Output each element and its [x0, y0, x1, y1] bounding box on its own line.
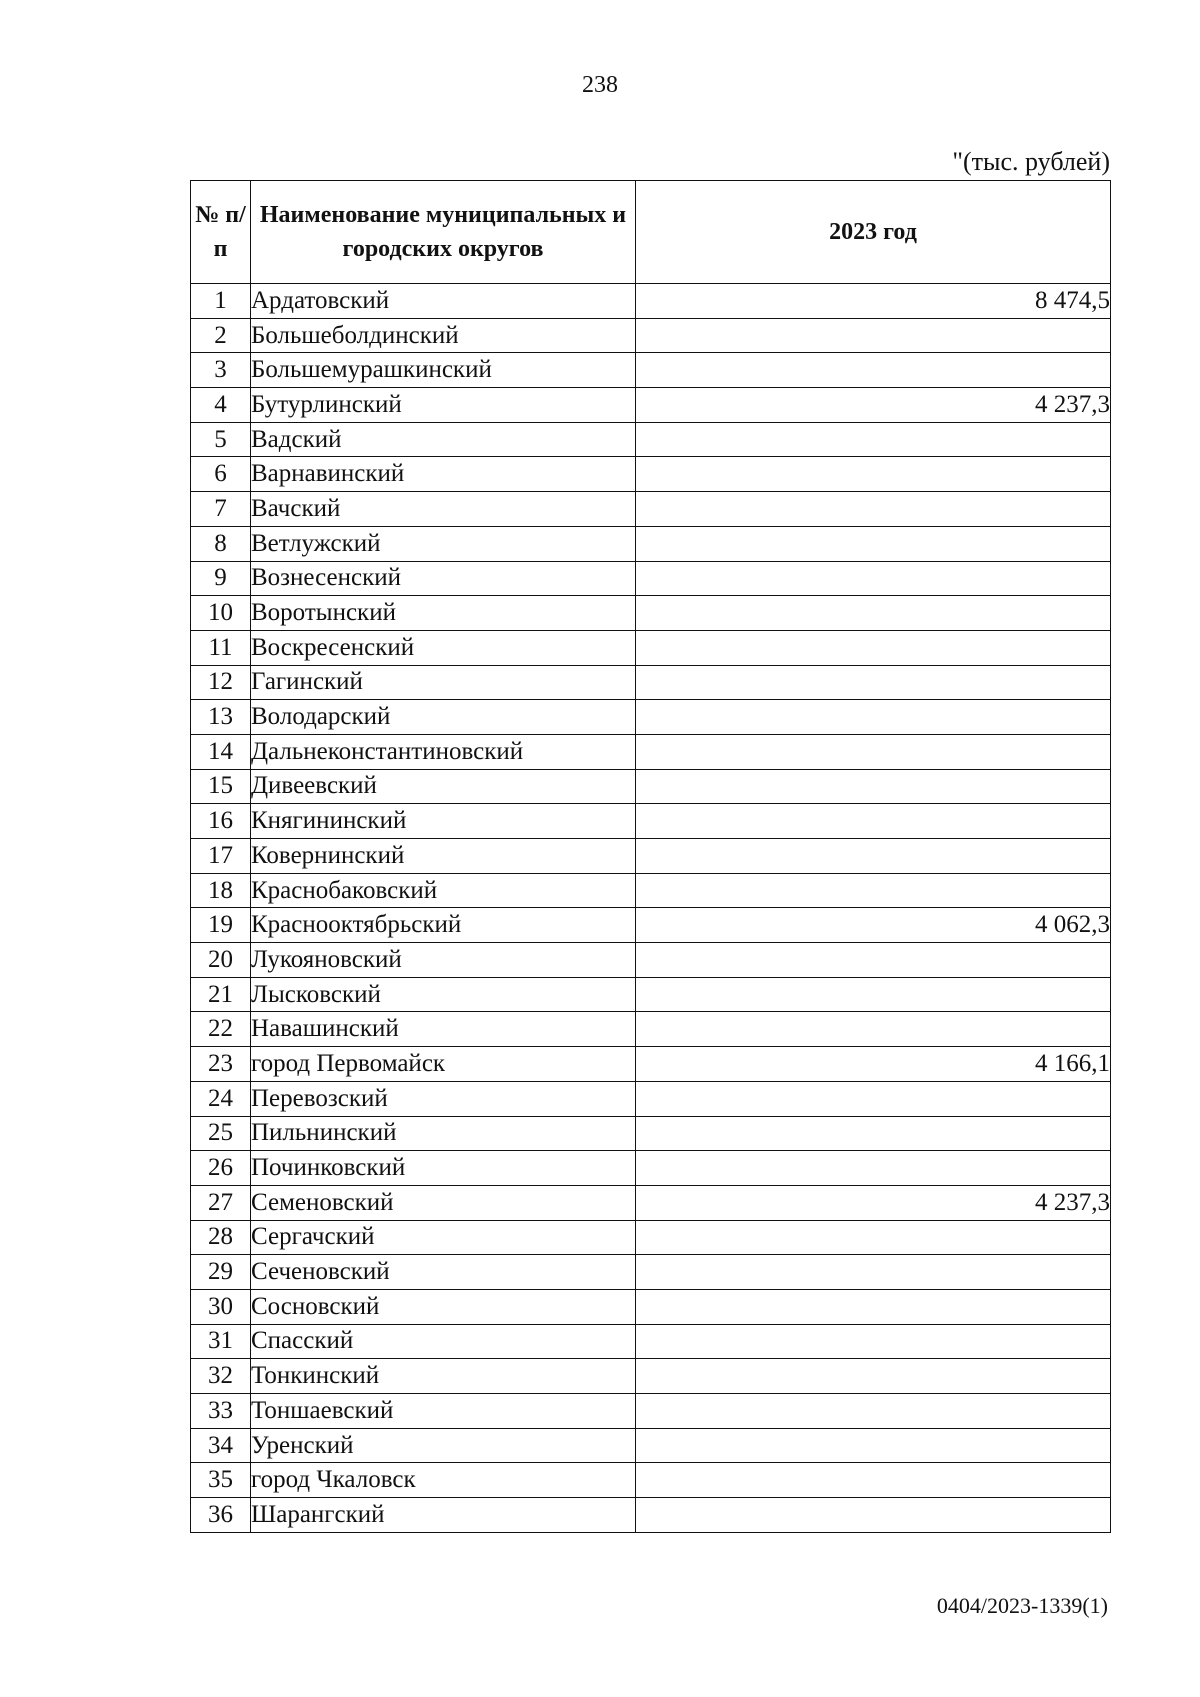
district-name: Тонкинский: [251, 1359, 636, 1394]
table-row: [191, 1289, 1111, 1324]
district-name: Большемурашкинский: [251, 353, 636, 388]
district-name: Краснобаковский: [251, 873, 636, 908]
table-row: [191, 526, 1111, 561]
district-name: Пильнинский: [251, 1116, 636, 1151]
row-number: 27: [191, 1185, 251, 1220]
row-number: 17: [191, 839, 251, 874]
district-name: Княгининский: [251, 804, 636, 839]
table-row: [191, 318, 1111, 353]
table-row: [191, 1394, 1111, 1429]
district-name: Дивеевский: [251, 769, 636, 804]
district-name: Семеновский: [251, 1185, 636, 1220]
row-value: [636, 734, 1111, 769]
district-name: Уренский: [251, 1428, 636, 1463]
row-value: [636, 1081, 1111, 1116]
row-value: 4 237,3: [636, 388, 1111, 423]
table-row: [191, 1463, 1111, 1498]
row-value: [636, 839, 1111, 874]
row-number: 11: [191, 630, 251, 665]
row-value: [636, 1428, 1111, 1463]
row-value: [636, 1255, 1111, 1290]
row-number: 15: [191, 769, 251, 804]
table-row: [191, 1116, 1111, 1151]
district-name: город Первомайск: [251, 1047, 636, 1082]
row-number: 18: [191, 873, 251, 908]
row-number: 2: [191, 318, 251, 353]
row-value: [636, 353, 1111, 388]
table-row: [191, 804, 1111, 839]
table-row: [191, 1220, 1111, 1255]
table-row: [191, 1428, 1111, 1463]
table-row: [191, 630, 1111, 665]
row-number: 7: [191, 492, 251, 527]
row-value: [636, 977, 1111, 1012]
row-number: 31: [191, 1324, 251, 1359]
row-number: 25: [191, 1116, 251, 1151]
header-num: № п/п: [191, 181, 251, 284]
table-row: [191, 700, 1111, 735]
table-row: [191, 1185, 1111, 1220]
row-value: [636, 873, 1111, 908]
table-body: [191, 284, 1111, 1533]
district-name: Вознесенский: [251, 561, 636, 596]
district-name: Сосновский: [251, 1289, 636, 1324]
district-name: Володарский: [251, 700, 636, 735]
district-name: Спасский: [251, 1324, 636, 1359]
table-row: [191, 422, 1111, 457]
row-value: [636, 422, 1111, 457]
table-row: [191, 596, 1111, 631]
district-name: город Чкаловск: [251, 1463, 636, 1498]
district-name: Бутурлинский: [251, 388, 636, 423]
allocation-table: [190, 180, 1111, 1533]
row-value: [636, 1498, 1111, 1533]
row-number: 3: [191, 353, 251, 388]
row-number: 28: [191, 1220, 251, 1255]
units-note: "(тыс. рублей): [952, 147, 1110, 176]
page-number: 238: [582, 72, 618, 98]
row-number: 19: [191, 908, 251, 943]
district-name: Навашинский: [251, 1012, 636, 1047]
row-value: [636, 1012, 1111, 1047]
row-value: [636, 1220, 1111, 1255]
row-number: 16: [191, 804, 251, 839]
row-number: 36: [191, 1498, 251, 1533]
row-value: [636, 1463, 1111, 1498]
row-number: 26: [191, 1151, 251, 1186]
row-value: [636, 1394, 1111, 1429]
row-number: 6: [191, 457, 251, 492]
row-value: [636, 492, 1111, 527]
table-row: [191, 1081, 1111, 1116]
row-value: 4 166,1: [636, 1047, 1111, 1082]
district-name: Гагинский: [251, 665, 636, 700]
row-number: 13: [191, 700, 251, 735]
table-row: [191, 665, 1111, 700]
row-value: 4 062,3: [636, 908, 1111, 943]
district-name: Воротынский: [251, 596, 636, 631]
table-row: [191, 388, 1111, 423]
row-value: [636, 943, 1111, 978]
row-value: [636, 804, 1111, 839]
row-value: [636, 700, 1111, 735]
row-number: 29: [191, 1255, 251, 1290]
row-value: [636, 318, 1111, 353]
district-name: Сеченовский: [251, 1255, 636, 1290]
table-row: [191, 284, 1111, 319]
table-row: [191, 1255, 1111, 1290]
row-value: 8 474,5: [636, 284, 1111, 319]
row-number: 14: [191, 734, 251, 769]
table-row: [191, 1012, 1111, 1047]
header-name: Наименование муниципальных и городских округов: [251, 181, 636, 284]
table-row: [191, 561, 1111, 596]
row-number: 12: [191, 665, 251, 700]
table-row: [191, 353, 1111, 388]
row-value: [636, 596, 1111, 631]
table-row: [191, 769, 1111, 804]
table-row: [191, 839, 1111, 874]
district-name: Варнавинский: [251, 457, 636, 492]
table-header-row: [191, 181, 1111, 284]
district-name: Ардатовский: [251, 284, 636, 319]
row-number: 4: [191, 388, 251, 423]
table-row: [191, 943, 1111, 978]
district-name: Шарангский: [251, 1498, 636, 1533]
row-value: [636, 457, 1111, 492]
table-row: [191, 908, 1111, 943]
district-name: Ветлужский: [251, 526, 636, 561]
row-number: 30: [191, 1289, 251, 1324]
row-value: [636, 1116, 1111, 1151]
header-year: 2023 год: [636, 181, 1111, 284]
row-number: 33: [191, 1394, 251, 1429]
row-number: 35: [191, 1463, 251, 1498]
table-row: [191, 1359, 1111, 1394]
row-value: [636, 665, 1111, 700]
row-number: 32: [191, 1359, 251, 1394]
row-number: 1: [191, 284, 251, 319]
row-value: [636, 769, 1111, 804]
row-value: [636, 630, 1111, 665]
district-name: Воскресенский: [251, 630, 636, 665]
row-number: 20: [191, 943, 251, 978]
table-row: [191, 734, 1111, 769]
table-row: [191, 1498, 1111, 1533]
row-number: 9: [191, 561, 251, 596]
district-name: Перевозский: [251, 1081, 636, 1116]
row-value: 4 237,3: [636, 1185, 1111, 1220]
row-value: [636, 1324, 1111, 1359]
district-name: Тоншаевский: [251, 1394, 636, 1429]
row-value: [636, 1359, 1111, 1394]
district-name: Вадский: [251, 422, 636, 457]
table-row: [191, 1047, 1111, 1082]
row-value: [636, 526, 1111, 561]
district-name: Лысковский: [251, 977, 636, 1012]
row-number: 8: [191, 526, 251, 561]
row-number: 24: [191, 1081, 251, 1116]
district-name: Большеболдинский: [251, 318, 636, 353]
table-row: [191, 1151, 1111, 1186]
row-number: 21: [191, 977, 251, 1012]
district-name: Дальнеконстантиновский: [251, 734, 636, 769]
row-value: [636, 1289, 1111, 1324]
table-row: [191, 977, 1111, 1012]
district-name: Вачский: [251, 492, 636, 527]
row-number: 10: [191, 596, 251, 631]
district-name: Лукояновский: [251, 943, 636, 978]
table-row: [191, 457, 1111, 492]
district-name: Краснооктябрьский: [251, 908, 636, 943]
row-number: 22: [191, 1012, 251, 1047]
table-row: [191, 1324, 1111, 1359]
district-name: Ковернинский: [251, 839, 636, 874]
table-row: [191, 492, 1111, 527]
row-number: 5: [191, 422, 251, 457]
table-row: [191, 873, 1111, 908]
district-name: Починковский: [251, 1151, 636, 1186]
document-code: 0404/2023-1339(1): [936, 1593, 1108, 1618]
district-name: Сергачский: [251, 1220, 636, 1255]
row-value: [636, 561, 1111, 596]
row-value: [636, 1151, 1111, 1186]
row-number: 23: [191, 1047, 251, 1082]
row-number: 34: [191, 1428, 251, 1463]
